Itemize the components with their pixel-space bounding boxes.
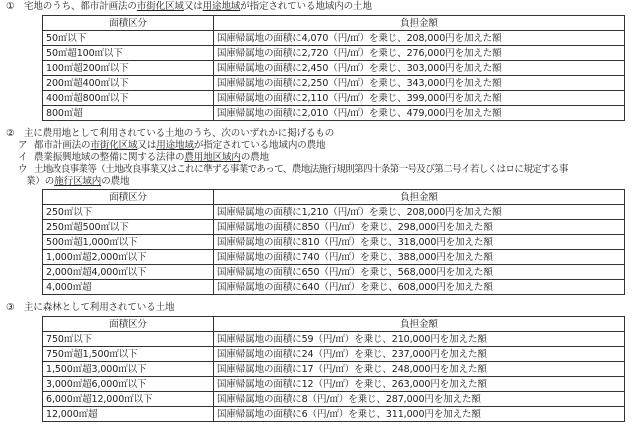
fee-cell: 国庫帰属地の面積に24（円/㎡）を乗じ、237,000円を加えた額	[214, 347, 625, 362]
header-fee-amount: 負担金額	[214, 317, 625, 332]
table-row	[43, 61, 625, 76]
fee-cell: 国庫帰属地の面積に2,720（円/㎡）を乗じ、276,000円を加えた額	[214, 46, 625, 61]
fee-cell: 国庫帰属地の面積に12（円/㎡）を乗じ、263,000円を加えた額	[214, 377, 625, 392]
fee-cell: 国庫帰属地の面積に59（円/㎡）を乗じ、210,000円を加えた額	[214, 332, 625, 347]
item-text: 業）の	[26, 176, 55, 187]
fee-cell: 国庫帰属地の面積に8（円/㎡）を乗じ、287,000円を加えた額	[214, 392, 625, 407]
section2-fee-table	[42, 189, 625, 295]
item-text: 農業振興地域の整備に関する法律の	[34, 152, 185, 163]
area-cell: 6,000㎡超12,000㎡以下	[43, 392, 214, 407]
table-header-row	[43, 16, 625, 31]
item-text: の農地	[240, 152, 270, 163]
area-cell: 12,000㎡超	[43, 407, 214, 422]
table-row	[43, 235, 625, 250]
header-area-category: 面積区分	[43, 16, 214, 31]
area-cell: 1,500㎡超3,000㎡以下	[43, 362, 214, 377]
fee-cell: 国庫帰属地の面積に650（円/㎡）を乗じ、568,000円を加えた額	[214, 265, 625, 280]
area-cell: 2,000㎡超4,000㎡以下	[43, 265, 214, 280]
section1-title-text: が指定されている地域内の土地	[240, 1, 372, 12]
table-row	[43, 91, 625, 106]
table-row	[43, 265, 625, 280]
area-cell: 250㎡超500㎡以下	[43, 220, 214, 235]
item-text: が指定されている地域内の農地	[193, 140, 326, 151]
item-text: 都市計画法の	[34, 140, 91, 151]
section3-title: 主に森林として利用されている土地	[24, 302, 175, 313]
table-row	[43, 332, 625, 347]
term-shikou: 施行区域内	[54, 176, 102, 187]
fee-cell: 国庫帰属地の面積に810（円/㎡）を乗じ、318,000円を加えた額	[214, 235, 625, 250]
header-area-category: 面積区分	[43, 317, 214, 332]
table-row	[43, 407, 625, 422]
table-row	[43, 205, 625, 220]
area-cell: 500㎡超1,000㎡以下	[43, 235, 214, 250]
area-cell: 1,000㎡超2,000㎡以下	[43, 250, 214, 265]
section2-title: 主に農用地として利用されている土地のうち、次のいずれかに掲げるもの	[24, 128, 335, 139]
area-cell: 750㎡以下	[43, 332, 214, 347]
table-row	[43, 250, 625, 265]
table-row	[43, 220, 625, 235]
area-cell: 250㎡以下	[43, 205, 214, 220]
section2-item-u	[18, 164, 568, 176]
item-marker: ウ	[18, 164, 28, 175]
section1-term-shigaika: 市街化区域	[136, 1, 184, 12]
section2-heading	[6, 128, 334, 140]
fee-cell: 国庫帰属地の面積に640（円/㎡）を乗じ、608,000円を加えた額	[214, 280, 625, 295]
item-text: 土地改良事業等（土地改良事業又はこれに準ずる事業であって、農地法施行規則第四十条第一号及び第二号イ若しくはロに規定する事	[34, 164, 568, 175]
term-youto: 用途地域	[156, 140, 194, 151]
fee-cell: 国庫帰属地の面積に740（円/㎡）を乗じ、388,000円を加えた額	[214, 250, 625, 265]
area-cell: 4,000㎡超	[43, 280, 214, 295]
section2-item-u-continuation	[26, 176, 129, 188]
section3-fee-table	[42, 316, 625, 422]
item-marker: イ	[18, 152, 28, 163]
fee-cell: 国庫帰属地の面積に2,250（円/㎡）を乗じ、343,000円を加えた額	[214, 76, 625, 91]
table-row	[43, 31, 625, 46]
section1-title-text: 又は	[183, 1, 203, 12]
section1-term-youto: 用途地域	[202, 1, 241, 12]
table-row	[43, 280, 625, 295]
table-row	[43, 347, 625, 362]
table-row	[43, 377, 625, 392]
fee-cell: 国庫帰属地の面積に2,010（円/㎡）を乗じ、479,000円を加えた額	[214, 106, 625, 121]
table-row	[43, 392, 625, 407]
section1-title-text: 宅地のうち、都市計画法の	[24, 1, 137, 12]
section2-item-i	[18, 152, 269, 164]
fee-cell: 国庫帰属地の面積に17（円/㎡）を乗じ、248,000円を加えた額	[214, 362, 625, 377]
section2-number: ②	[6, 128, 15, 139]
area-cell: 100㎡超200㎡以下	[43, 61, 214, 76]
area-cell: 200㎡超400㎡以下	[43, 76, 214, 91]
area-cell: 50㎡以下	[43, 31, 214, 46]
item-text: の農地	[101, 176, 130, 187]
table-row	[43, 362, 625, 377]
fee-cell: 国庫帰属地の面積に1,210（円/㎡）を乗じ、208,000円を加えた額	[214, 205, 625, 220]
table-row	[43, 46, 625, 61]
section3-heading	[6, 302, 174, 314]
table-header-row	[43, 190, 625, 205]
fee-cell: 国庫帰属地の面積に6（円/㎡）を乗じ、311,000円を加えた額	[214, 407, 625, 422]
fee-cell: 国庫帰属地の面積に850（円/㎡）を乗じ、298,000円を加えた額	[214, 220, 625, 235]
area-cell: 750㎡超1,500㎡以下	[43, 347, 214, 362]
area-cell: 400㎡超800㎡以下	[43, 91, 214, 106]
section1-number: ①	[6, 1, 15, 12]
area-cell: 50㎡超100㎡以下	[43, 46, 214, 61]
section1-heading	[6, 1, 372, 13]
area-cell: 3,000㎡超6,000㎡以下	[43, 377, 214, 392]
header-fee-amount: 負担金額	[214, 16, 625, 31]
term-shigaika: 市街化区域	[90, 140, 138, 151]
table-header-row	[43, 317, 625, 332]
item-marker: ア	[18, 140, 28, 151]
term-nouyouchi: 農用地区域内	[184, 152, 241, 163]
fee-cell: 国庫帰属地の面積に2,450（円/㎡）を乗じ、303,000円を加えた額	[214, 61, 625, 76]
fee-cell: 国庫帰属地の面積に4,070（円/㎡）を乗じ、208,000円を加えた額	[214, 31, 625, 46]
header-area-category: 面積区分	[43, 190, 214, 205]
area-cell: 800㎡超	[43, 106, 214, 121]
table-row	[43, 106, 625, 121]
section1-fee-table	[42, 15, 625, 121]
item-text: 又は	[137, 140, 157, 151]
section3-number: ③	[6, 302, 15, 313]
fee-cell: 国庫帰属地の面積に2,110（円/㎡）を乗じ、399,000円を加えた額	[214, 91, 625, 106]
section2-item-a	[18, 140, 325, 152]
header-fee-amount: 負担金額	[214, 190, 625, 205]
table-row	[43, 76, 625, 91]
